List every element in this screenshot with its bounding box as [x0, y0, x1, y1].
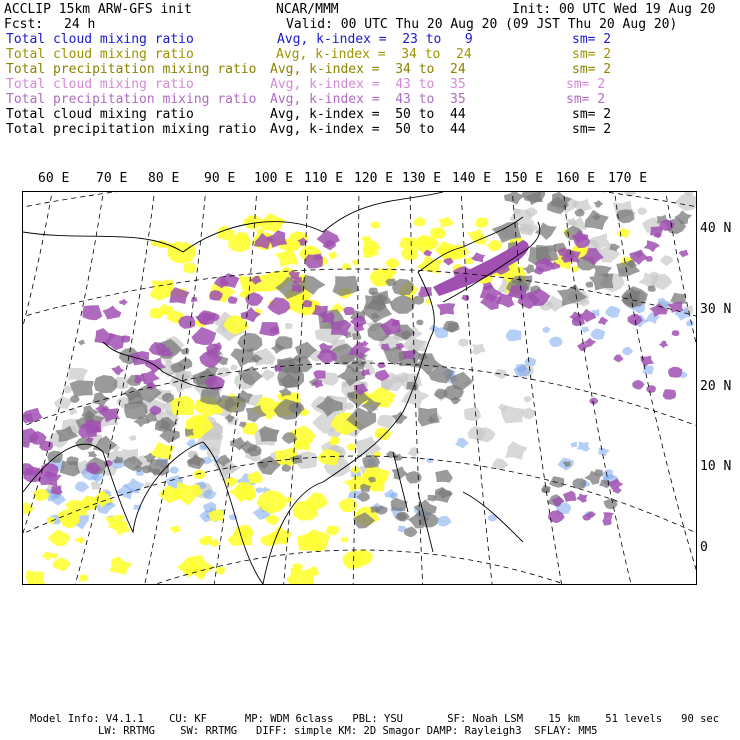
cloud-patch [103, 306, 122, 320]
cloud-patch [293, 501, 318, 521]
lon-label: 60 E [38, 171, 70, 186]
legend-k-index: Avg, k-index = 34 to 24 [270, 62, 466, 77]
cloud-patch [487, 240, 502, 252]
legend-field-name: Total cloud mixing ratio [6, 107, 194, 122]
cloud-patch [247, 471, 263, 483]
lat-label: 20 N [700, 379, 732, 394]
organization: NCAR/MMM [276, 2, 339, 17]
legend-field-name: Total cloud mixing ratio [6, 77, 194, 92]
cloud-patch [413, 217, 426, 227]
cloud-patch [352, 260, 361, 266]
cloud-patch [181, 348, 190, 355]
cloud-patch [119, 299, 128, 306]
forecast-hour: 24 h [64, 17, 96, 32]
legend-field-name: Total precipitation mixing ratio [6, 92, 257, 107]
cloud-patch [23, 502, 34, 516]
lon-label: 90 E [204, 171, 236, 186]
cloud-patch [648, 285, 656, 292]
cloud-patch [663, 389, 676, 399]
cloud-patch [571, 266, 579, 272]
cloud-patch [472, 343, 486, 355]
cloud-patch [594, 200, 604, 207]
forecast-label: Fcst: [4, 17, 44, 32]
cloud-patch [542, 326, 551, 332]
legend-smoothing: sm= 2 [572, 32, 612, 47]
cloud-patch [48, 530, 70, 546]
cloud-patch [590, 398, 599, 405]
cloud-patch [47, 517, 56, 524]
cloud-patch [577, 442, 590, 452]
cloud-patch [458, 339, 468, 347]
cloud-patch [170, 525, 181, 533]
cloud-patch [549, 336, 563, 347]
cloud-patch [94, 375, 118, 393]
cloud-patch [41, 463, 59, 477]
cloud-patch [437, 516, 451, 527]
cloud-patch [285, 323, 293, 329]
cloud-patch [396, 372, 409, 382]
legend-smoothing: sm= 2 [572, 47, 612, 62]
cloud-patch [340, 537, 348, 542]
lat-label: 0 [700, 540, 708, 555]
legend-field-name: Total cloud mixing ratio [6, 32, 194, 47]
cloud-patch [88, 451, 97, 458]
forecast-map [22, 191, 697, 585]
cloud-patch [570, 442, 577, 448]
cloud-patch [170, 466, 180, 474]
cloud-patch [129, 435, 137, 441]
cloud-patch [416, 320, 423, 326]
lon-label: 70 E [96, 171, 128, 186]
cloud-patch [401, 248, 418, 260]
cloud-patch [506, 330, 522, 342]
cloud-patch [67, 456, 79, 465]
cloud-patch [305, 254, 324, 268]
cloud-patch [260, 369, 275, 381]
cloud-patch [218, 367, 231, 377]
cloud-patch [598, 317, 609, 326]
cloud-patch [79, 575, 89, 582]
model-info-line1: Model Info: V4.1.1 CU: KF MP: WDM 6class PBL: YSU SF: Noah LSM 15 km 51 levels 90 sec [30, 713, 720, 725]
cloud-patch [111, 365, 124, 375]
legend-k-index: Avg, k-index = 50 to 44 [270, 107, 466, 122]
cloud-patch [194, 470, 206, 479]
cloud-patch [374, 427, 391, 440]
map-canvas [23, 192, 696, 584]
cloud-patch [464, 407, 481, 421]
cloud-patch [343, 551, 366, 569]
cloud-patch [406, 471, 422, 484]
meridian-line [665, 192, 696, 584]
cloud-patch [75, 482, 90, 493]
lat-label: 40 N [700, 221, 732, 236]
cloud-patch [313, 370, 325, 379]
cloud-patch [256, 487, 263, 493]
lat-label: 10 N [700, 459, 732, 474]
cloud-patch [585, 210, 609, 230]
cloud-patch [26, 570, 46, 584]
cloud-patch [632, 380, 644, 390]
cloud-patch [110, 557, 133, 576]
lon-label: 80 E [148, 171, 180, 186]
cloud-patch [53, 558, 71, 572]
cloud-patch [77, 339, 85, 345]
legend-k-index: Avg, k-index = 43 to 35 [270, 77, 466, 92]
cloud-patch [228, 296, 238, 304]
cloud-patch [75, 536, 86, 544]
cloud-patch [638, 207, 648, 215]
cloud-patch [236, 232, 248, 242]
cloud-patch [624, 192, 636, 197]
cloud-patch [679, 250, 689, 258]
lon-label: 120 E [354, 171, 394, 186]
lon-label: 140 E [452, 171, 492, 186]
cloud-patch [617, 227, 631, 238]
cloud-patch [330, 438, 339, 445]
cloud-patch [371, 222, 380, 229]
cloud-patch [92, 392, 110, 407]
cloud-patch [492, 459, 509, 471]
cloud-patch [622, 347, 633, 356]
cloud-patch [69, 380, 93, 397]
cloud-patch [455, 438, 469, 449]
cloud-patch [660, 255, 673, 265]
model-info-line2: LW: RRTMG SW: RRTMG DIFF: simple KM: 2D Smagor DAMP: Rayleigh3 SFLAY: MM5 [98, 725, 598, 737]
cloud-patch [524, 396, 532, 402]
cloud-patch [124, 401, 147, 420]
cloud-patch [230, 365, 237, 371]
cloud-patch [418, 286, 433, 297]
cloud-patch [220, 273, 240, 288]
cloud-patch [471, 252, 485, 262]
cloud-patch [590, 328, 605, 340]
cloud-patch [598, 448, 610, 457]
cloud-patch [325, 525, 339, 535]
legend-field-name: Total precipitation mixing ratio [6, 62, 257, 77]
cloud-patch [576, 493, 588, 503]
cloud-patch [285, 497, 293, 503]
cloud-patch [418, 407, 440, 426]
init-time: Init: 00 UTC Wed 19 Aug 20 [512, 2, 716, 17]
cloud-patch [616, 210, 634, 224]
cloud-patch [407, 447, 421, 457]
valid-time: Valid: 00 UTC Thu 20 Aug 20 (09 JST Thu 20 Aug 20) [286, 17, 678, 32]
cloud-patch [343, 307, 354, 315]
cloud-patch [33, 489, 49, 501]
cloud-patch [430, 227, 446, 238]
cloud-patch [504, 192, 525, 205]
cloud-patch [581, 326, 589, 333]
cloud-patch [399, 237, 416, 249]
cloud-patch [439, 217, 454, 228]
cloud-patch [191, 327, 216, 345]
cloud-patch [589, 273, 614, 290]
cloud-patch [659, 341, 669, 349]
cloud-patch [646, 385, 656, 393]
cloud-patch [373, 279, 381, 286]
legend-smoothing: sm= 2 [572, 107, 612, 122]
lon-label: 170 E [608, 171, 648, 186]
cloud-patch [524, 357, 536, 366]
cloud-patch [259, 426, 280, 442]
legend-smoothing: sm= 2 [566, 77, 606, 92]
cloud-patch [613, 355, 623, 363]
cloud-patch [501, 406, 524, 424]
cloud-patch [69, 408, 78, 415]
legend-k-index: Avg, k-index = 34 to 24 [276, 47, 472, 62]
cloud-patch [563, 491, 577, 502]
cloud-patch [426, 458, 433, 463]
cloud-patch [602, 518, 611, 525]
cloud-patch [54, 396, 72, 409]
cloud-patch [604, 498, 618, 509]
legend-k-index: Avg, k-index = 23 to 9 [277, 32, 473, 47]
cloud-patch [668, 367, 683, 378]
cloud-patch [505, 441, 528, 460]
model-title: ACCLIP 15km ARW-GFS init [4, 2, 192, 17]
lon-label: 150 E [504, 171, 544, 186]
cloud-patch [346, 443, 356, 451]
legend-smoothing: sm= 2 [566, 92, 606, 107]
legend-smoothing: sm= 2 [572, 62, 612, 77]
cloud-patch [672, 330, 680, 336]
lat-label: 30 N [700, 302, 732, 317]
cloud-patch [385, 258, 399, 269]
cloud-patch [332, 276, 359, 297]
lon-label: 110 E [304, 171, 344, 186]
cloud-patch [317, 229, 340, 247]
legend-smoothing: sm= 2 [572, 122, 612, 137]
lon-label: 130 E [402, 171, 442, 186]
lon-label: 100 E [254, 171, 294, 186]
lon-label: 160 E [556, 171, 596, 186]
cloud-patch [435, 470, 453, 483]
cloud-patch [392, 411, 408, 424]
cloud-patch [141, 370, 160, 385]
legend-k-index: Avg, k-index = 43 to 35 [270, 92, 466, 107]
cloud-patch [183, 263, 196, 273]
cloud-patch [436, 303, 455, 315]
cloud-patch [644, 240, 660, 252]
meridian-line [23, 192, 53, 584]
parallel-line [23, 192, 696, 208]
cloud-patch [605, 306, 621, 318]
cloud-patch [328, 252, 338, 260]
legend-field-name: Total cloud mixing ratio [6, 47, 194, 62]
cloud-patch [83, 305, 103, 320]
cloud-patch [676, 193, 696, 211]
cloud-patch [68, 368, 89, 382]
cloud-patch [686, 320, 694, 326]
cloud-patch [586, 281, 594, 287]
cloud-patch [47, 451, 63, 463]
cloud-patch [603, 512, 614, 519]
legend-field-name: Total precipitation mixing ratio [6, 122, 257, 137]
cloud-patch [475, 218, 488, 228]
legend-k-index: Avg, k-index = 50 to 44 [270, 122, 466, 137]
cloud-patch [215, 567, 225, 575]
cloud-patch [521, 408, 536, 420]
cloud-patch [461, 295, 469, 302]
cloud-patch [275, 365, 283, 372]
